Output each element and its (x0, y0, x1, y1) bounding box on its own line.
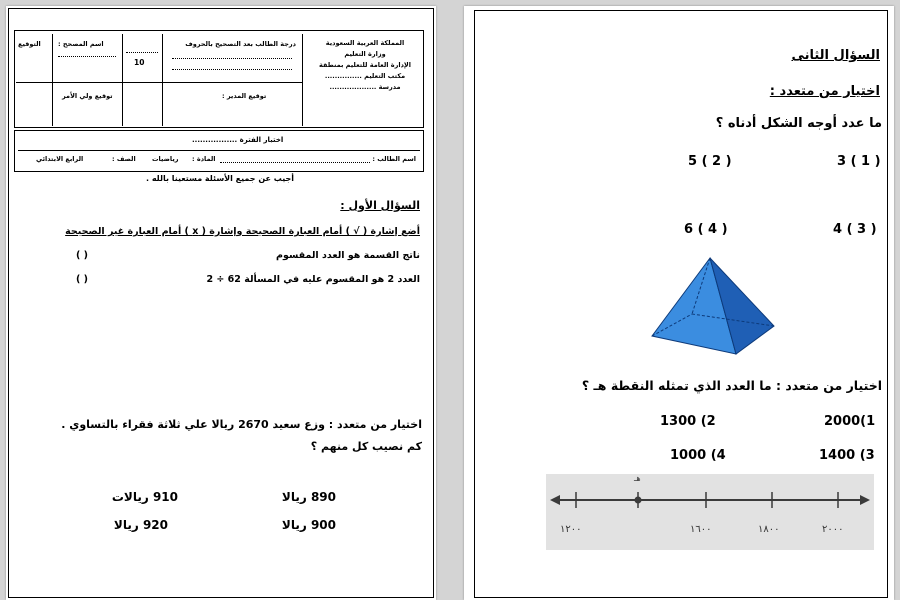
number-line-arrow-left (550, 495, 560, 505)
exam-page-right (464, 6, 894, 600)
faces-option-1[interactable]: 3 ( 1 ) (837, 154, 881, 169)
ministry-text: وزارة التعليم (344, 50, 386, 58)
school-text: مدرسة ................... (329, 83, 401, 91)
total-score: 10 (134, 58, 145, 67)
instruction-text: أجيب عن جميع الأسئلة مستعينا بالله . (146, 174, 295, 183)
square-pyramid-figure (640, 254, 780, 362)
faces-option-3[interactable]: 4 ( 3 ) (833, 222, 877, 237)
q2-title: السؤال الثانى (791, 48, 880, 63)
point-option-4[interactable]: 1000 (4 (670, 448, 726, 463)
number-line-label-1800: ١٨٠٠ (758, 524, 780, 535)
grade-value: الرابع الابتدائي (36, 155, 84, 163)
kingdom-text: المملكة العربية السعودية (325, 39, 405, 47)
corrector-label: اسم المصحح : (58, 40, 104, 48)
number-line-label-1200: ١٢٠٠ (560, 524, 582, 535)
q1-title: السؤال الأول : (340, 199, 420, 212)
number-line-image (546, 474, 874, 550)
q1-statement-1: ناتج القسمة هو العدد المقسوم (276, 250, 420, 261)
point-question: اختيار من متعدد : ما العدد الذي تمثله النقطة هـ ؟ (581, 378, 882, 393)
subject-value: رياضيات (152, 155, 179, 163)
school-header (310, 38, 420, 93)
number-line (546, 474, 874, 550)
q1-statement-2: العدد 2 هو المقسوم عليه في المسألة 62 ÷ 2 (206, 274, 420, 285)
faces-question: ما عدد أوجه الشكل أدناه ؟ (715, 116, 882, 131)
grade-text-label: درجة الطالب بعد التصحيح بالحروف (185, 40, 296, 48)
exam-page-left (6, 6, 436, 600)
point-option-3[interactable]: 1400 (3 (819, 448, 875, 463)
subject-label: المادة : (192, 155, 216, 163)
grade-label: الصف : (112, 155, 136, 163)
signature-label: التوقيع (18, 40, 41, 48)
mcq-option-920[interactable]: 920 ريالا (113, 518, 168, 532)
mcq-option-890[interactable]: 890 ريالا (281, 490, 336, 504)
mcq-label: اختيار من متعدد : (769, 84, 880, 99)
mcq-question-line2: كم نصيب كل منهم ؟ (310, 440, 422, 453)
mcq-question-line1: اختيار من متعدد : وزع سعيد 2670 ريالا علي ثلاثة فقراء بالتساوي . (61, 418, 422, 431)
point-option-2[interactable]: 1300 (2 (660, 414, 716, 429)
number-line-arrow-right (860, 495, 870, 505)
faces-option-4[interactable]: 6 ( 4 ) (684, 222, 728, 237)
faces-option-2[interactable]: 5 ( 2 ) (688, 154, 732, 169)
point-h-marker (635, 497, 642, 504)
admin-text: الإدارة العامة للتعليم بمنطقة (319, 61, 411, 69)
guardian-signature-label: توقيع ولي الأمر (62, 92, 113, 100)
number-line-label-2000: ٢٠٠٠ (822, 524, 844, 535)
q1-answer-box-1[interactable]: ( ) (76, 250, 88, 261)
point-option-1[interactable]: 2000(1 (824, 414, 876, 429)
mcq-option-910[interactable]: 910 ريالات (111, 490, 178, 504)
q1-answer-box-2[interactable]: ( ) (76, 274, 88, 285)
mcq-option-900[interactable]: 900 ريالا (281, 518, 336, 532)
number-line-label-1600: ١٦٠٠ (690, 524, 712, 535)
student-name-label: اسم الطالب : (372, 155, 416, 163)
office-text: مكتب التعليم ............... (324, 72, 406, 80)
principal-signature-label: توقيع المدير : (222, 92, 267, 100)
point-h-label: هـ (634, 474, 641, 483)
exam-title: اختبار الفترة ................. (192, 136, 284, 144)
q1-directions: أضع إشارة ( √ ) أمام العبارة الصحيحة وإشارة ( x ) أمام العبارة غير الصحيحة (65, 226, 420, 237)
